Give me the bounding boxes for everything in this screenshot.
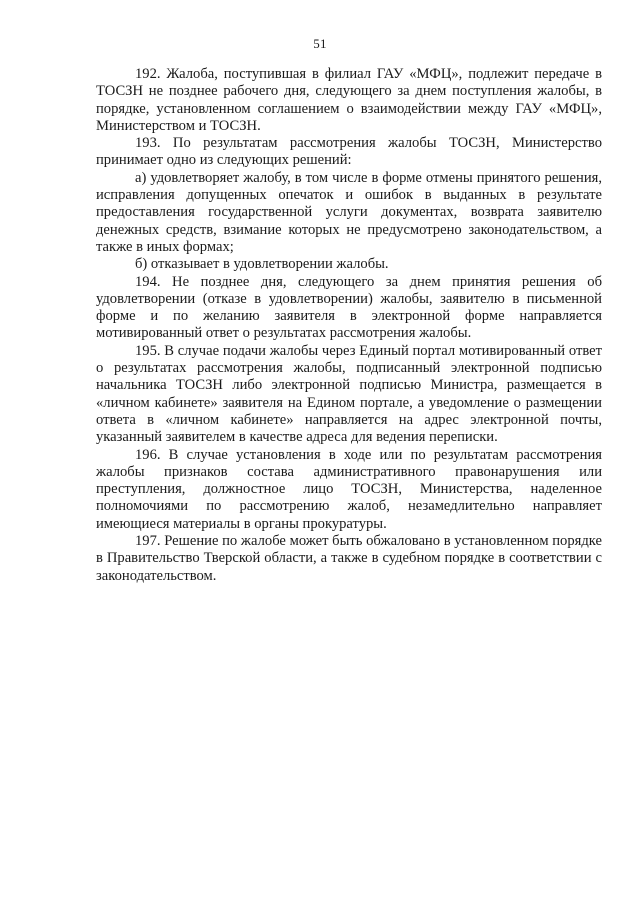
paragraph-192: 192. Жалоба, поступившая в филиал ГАУ «МФЦ», подлежит передаче в ТОСЗН не позднее рабочего дня, следующего за днем поступления жалобы, в порядке, установленном соглашением о взаимодействии между ГАУ «МФЦ», Министерством и ТОСЗН. — [96, 66, 602, 134]
page-number: 51 — [313, 36, 327, 51]
paragraph-193-item-a: а) удовлетворяет жалобу, в том числе в форме отмены принятого решения, исправления допущенных опечаток и ошибок в выданных в результате предоставления государственной услуги документах, возврата заявителю денежных средств, взимание которых не предусмотрено законодательством, а также в иных формах; — [96, 169, 602, 255]
paragraph-195: 195. В случае подачи жалобы через Единый портал мотивированный ответ о результатах рассмотрения жалобы, подписанный электронной подписью начальника ТОСЗН либо электронной подписью Министра, размещается в «личном кабинете» заявителя на Едином портале, а уведомление о размещении ответа в «личном кабинете» направляется на адрес электронной почты, указанный заявителем в качестве адреса для ведения переписки. — [96, 342, 602, 446]
paragraph-194: 194. Не позднее дня, следующего за днем принятия решения об удовлетворении (отказе в удовлетворении) жалобы, заявителю в письменной форме и по желанию заявителя в электронной форме направляется мотивированный ответ о результатах рассмотрения жалобы. — [96, 273, 602, 342]
paragraph-197: 197. Решение по жалобе может быть обжаловано в установленном порядке в Правительство Тверской области, а также в судебном порядке в соответствии с законодательством. — [96, 533, 602, 584]
paragraph-193: 193. По результатам рассмотрения жалобы ТОСЗН, Министерство принимает одно из следующих решений: — [96, 135, 602, 169]
paragraph-196: 196. В случае установления в ходе или по результатам рассмотрения жалобы признаков состава административного правонарушения или преступления, должностное лицо ТОСЗН, Министерства, наделенное полномочиями по рассмотрению жалоб, незамедлительно направляет имеющиеся материалы в органы прокуратуры. — [96, 446, 602, 532]
paragraph-193-item-b: б) отказывает в удовлетворении жалобы. — [135, 256, 389, 273]
document-body — [96, 66, 602, 585]
